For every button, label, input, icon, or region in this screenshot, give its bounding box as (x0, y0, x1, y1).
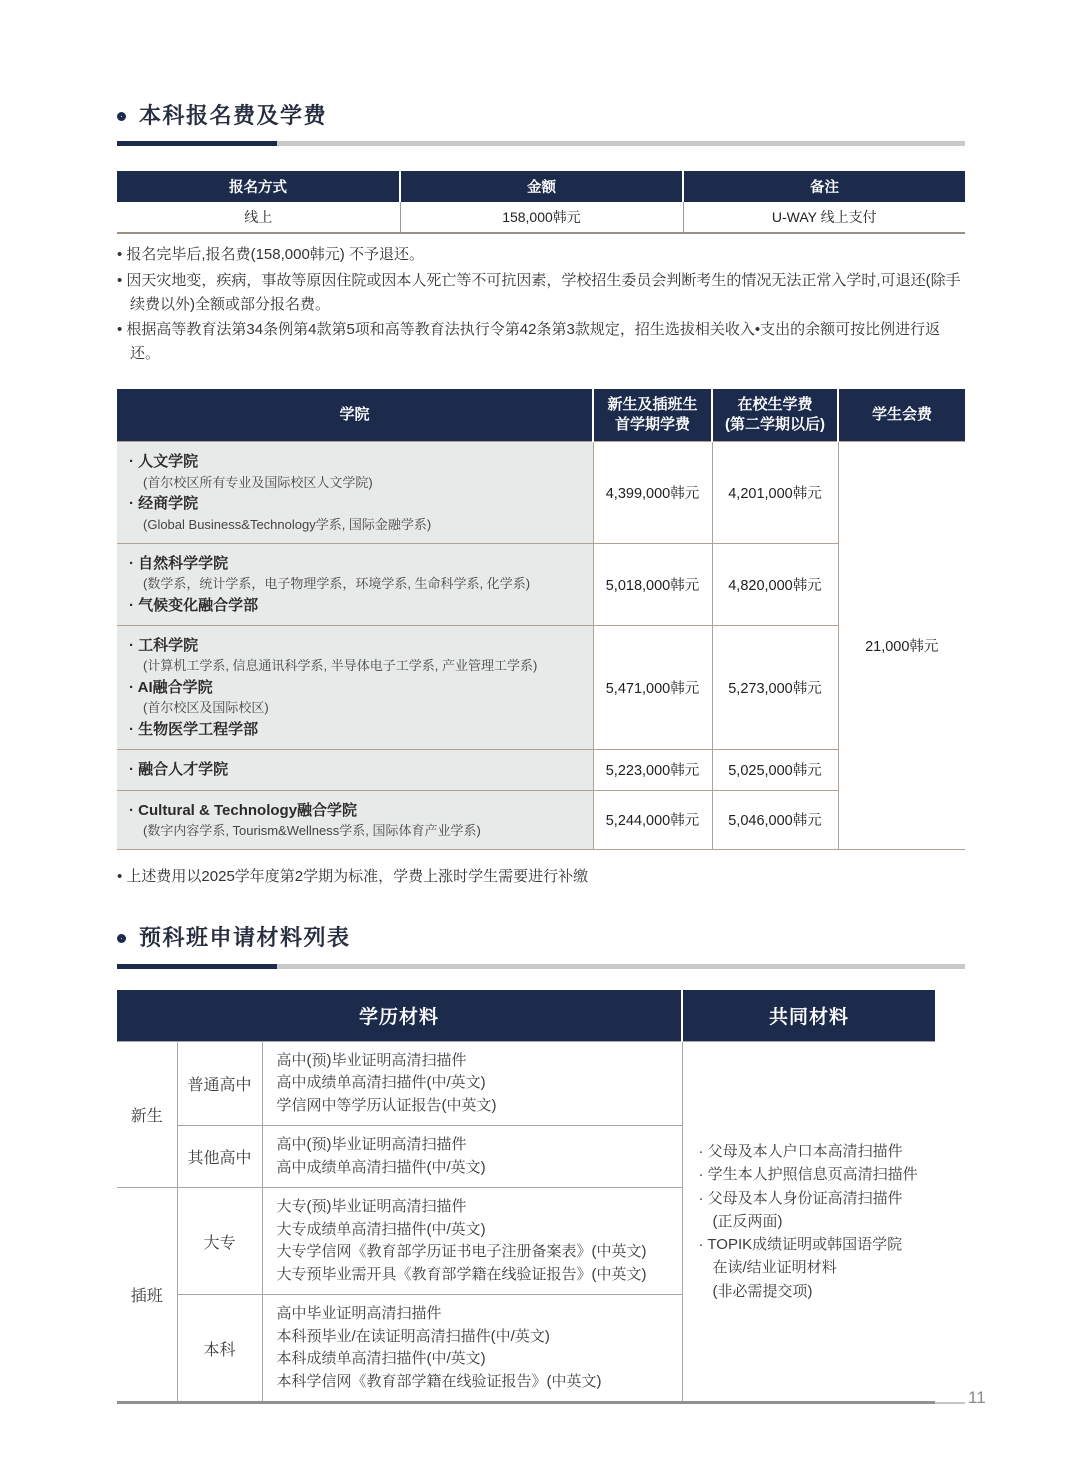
materials-table (117, 990, 935, 1405)
col-header-amount: 金额 (400, 171, 683, 202)
header-line: (第二学期以后) (725, 416, 825, 434)
section-title: 本科报名费及学费 (139, 103, 328, 128)
college-name: · 工科学院 (129, 636, 199, 654)
college-cell (117, 790, 593, 849)
school-type: 其他高中 (177, 1126, 262, 1188)
college-name: · 自然科学学院 (129, 554, 229, 572)
header-line: 在校生学费 (737, 395, 813, 413)
school-type: 大专 (177, 1188, 262, 1295)
fee-amount-cell: 158,000韩元 (400, 202, 683, 233)
page-number: 11 (968, 1388, 986, 1407)
college-name: · 气候变化融合学部 (129, 596, 259, 614)
college-name: · Cultural & Technology融合学院 (129, 801, 358, 819)
materials-items-cell (262, 1126, 682, 1188)
common-materials-cell (682, 1041, 935, 1403)
circle-bullet-icon (117, 112, 126, 121)
note-item: • 报名完毕后,报名费(158,000韩元) 不予退还。 (117, 246, 424, 264)
applicant-group: 插班 (117, 1188, 177, 1403)
common-material-item: (非必需提交项) (712, 1282, 813, 1300)
note-item: • 根据高等教育法第34条例第4款第5项和高等教育法执行令第42条第3款规定，招生选拔相关收入•支出的余额可按比例进行返还。 (117, 321, 941, 363)
common-material-item: (正反两面) (712, 1212, 783, 1230)
college-cell (117, 750, 593, 790)
material-item: 大专(预)毕业证明高清扫描件 (276, 1198, 467, 1216)
table-row (117, 202, 965, 233)
col-header-method: 报名方式 (117, 171, 400, 202)
first-semester-fee: 4,399,000韩元 (593, 442, 712, 543)
college-cell (117, 625, 593, 749)
first-semester-fee: 5,223,000韩元 (593, 750, 712, 790)
col-header-common-materials: 共同材料 (682, 990, 935, 1042)
section-undergrad-fees-header (117, 103, 965, 129)
continuing-fee: 4,201,000韩元 (712, 442, 838, 543)
college-sub: (首尔校区所有专业及国际校区人文学院) (143, 474, 373, 490)
table-header-row (117, 389, 965, 442)
material-item: 高中(预)毕业证明高清扫描件 (276, 1051, 467, 1069)
material-item: 高中成绩单高清扫描件(中/英文) (276, 1074, 486, 1092)
table-row (117, 442, 965, 543)
first-semester-fee: 5,018,000韩元 (593, 543, 712, 625)
applicant-group: 新生 (117, 1041, 177, 1188)
college-sub: (Global Business&Technology学系, 国际金融学系) (143, 516, 432, 532)
section-underline (117, 141, 965, 146)
school-type: 本科 (177, 1295, 262, 1403)
common-material-item: · 学生本人护照信息页高清扫描件 (698, 1166, 918, 1184)
application-fee-table (117, 171, 965, 234)
college-name: · 经商学院 (129, 495, 199, 513)
materials-items-cell (262, 1295, 682, 1403)
circle-bullet-icon (117, 934, 126, 943)
tuition-note: • 上述费用以2025学年度第2学期为标准，学费上涨时学生需要进行补缴 (117, 867, 589, 885)
page-content (117, 103, 965, 1404)
underline-accent (117, 964, 277, 969)
underline-accent (117, 141, 277, 146)
material-item: 大专学信网《教育部学历证书电子注册备案表》(中英文) (276, 1243, 647, 1261)
material-item: 大专成绩单高清扫描件(中/英文) (276, 1220, 486, 1238)
tuition-note-wrap (117, 865, 965, 889)
section-foundation-materials-header (117, 925, 965, 951)
material-item: 高中成绩单高清扫描件(中/英文) (276, 1158, 486, 1176)
table-row (117, 1041, 935, 1126)
student-union-fee: 21,000韩元 (838, 442, 965, 849)
fee-notes-list (117, 243, 965, 365)
col-header-student-fee: 学生会费 (838, 389, 965, 442)
tuition-table (117, 389, 965, 850)
materials-table-wrap (117, 990, 935, 1405)
material-item: 高中(预)毕业证明高清扫描件 (276, 1136, 467, 1154)
col-header-remark: 备注 (683, 171, 965, 202)
col-header-continuing (712, 389, 838, 442)
table-row (117, 790, 965, 849)
college-sub: (数字内容学系, Tourism&Wellness学系, 国际体育产业学系) (143, 822, 481, 838)
header-line: 新生及插班生 (607, 395, 698, 413)
col-header-education-materials: 学历材料 (117, 990, 682, 1042)
fee-method-cell: 线上 (117, 202, 400, 233)
note-item: • 因天灾地变，疾病，事故等原因住院或因本人死亡等不可抗因素，学校招生委员会判断考生的情况无法正常入学时,可退还(除手续费以外)全额或部分报名费。 (117, 272, 961, 313)
material-item: 大专预毕业需开具《教育部学籍在线验证报告》(中英文) (276, 1265, 647, 1283)
border-extension-line (935, 1402, 965, 1404)
col-header-college: 学院 (117, 389, 593, 442)
college-name: · 人文学院 (129, 453, 199, 471)
header-line: 首学期学费 (614, 416, 690, 434)
material-item: 本科成绩单高清扫描件(中/英文) (276, 1350, 486, 1368)
college-sub: (数学系，统计学系，电子物理学系，环境学系, 生命科学系, 化学系) (143, 575, 531, 591)
continuing-fee: 5,025,000韩元 (712, 750, 838, 790)
common-material-item: 在读/结业证明材料 (712, 1259, 837, 1277)
table-row (117, 625, 965, 749)
continuing-fee: 4,820,000韩元 (712, 543, 838, 625)
materials-items-cell (262, 1041, 682, 1126)
table-header-row (117, 171, 965, 202)
continuing-fee: 5,273,000韩元 (712, 625, 838, 749)
material-item: 高中毕业证明高清扫描件 (276, 1305, 442, 1323)
fee-remark-cell: U-WAY 线上支付 (683, 202, 965, 233)
continuing-fee: 5,046,000韩元 (712, 790, 838, 849)
college-cell (117, 543, 593, 625)
table-row (117, 750, 965, 790)
materials-items-cell (262, 1188, 682, 1295)
first-semester-fee: 5,244,000韩元 (593, 790, 712, 849)
college-name: · AI融合学院 (129, 678, 213, 696)
col-header-first-semester (593, 389, 712, 442)
first-semester-fee: 5,471,000韩元 (593, 625, 712, 749)
section-title: 预科班申请材料列表 (139, 925, 351, 951)
material-item: 本科学信网《教育部学籍在线验证报告》(中英文) (276, 1372, 602, 1390)
material-item: 本科预毕业/在读证明高清扫描件(中/英文) (276, 1327, 550, 1345)
material-item: 学信网中等学历认证报告(中英文) (276, 1096, 497, 1114)
common-material-item: · TOPIK成绩证明或韩国语学院 (698, 1236, 903, 1254)
common-material-item: · 父母及本人户口本高清扫描件 (698, 1143, 903, 1161)
school-type: 普通高中 (177, 1041, 262, 1126)
table-header-row (117, 990, 935, 1042)
common-material-item: · 父母及本人身份证高清扫描件 (698, 1189, 903, 1207)
college-sub: (计算机工学系, 信息通讯科学系, 半导体电子工学系, 产业管理工学系) (143, 658, 538, 674)
college-name: · 生物医学工程学部 (129, 721, 259, 739)
college-sub: (首尔校区及国际校区) (143, 700, 269, 716)
college-name: · 融合人才学院 (129, 761, 229, 779)
section-underline (117, 964, 965, 969)
table-row (117, 543, 965, 625)
college-cell (117, 442, 593, 543)
